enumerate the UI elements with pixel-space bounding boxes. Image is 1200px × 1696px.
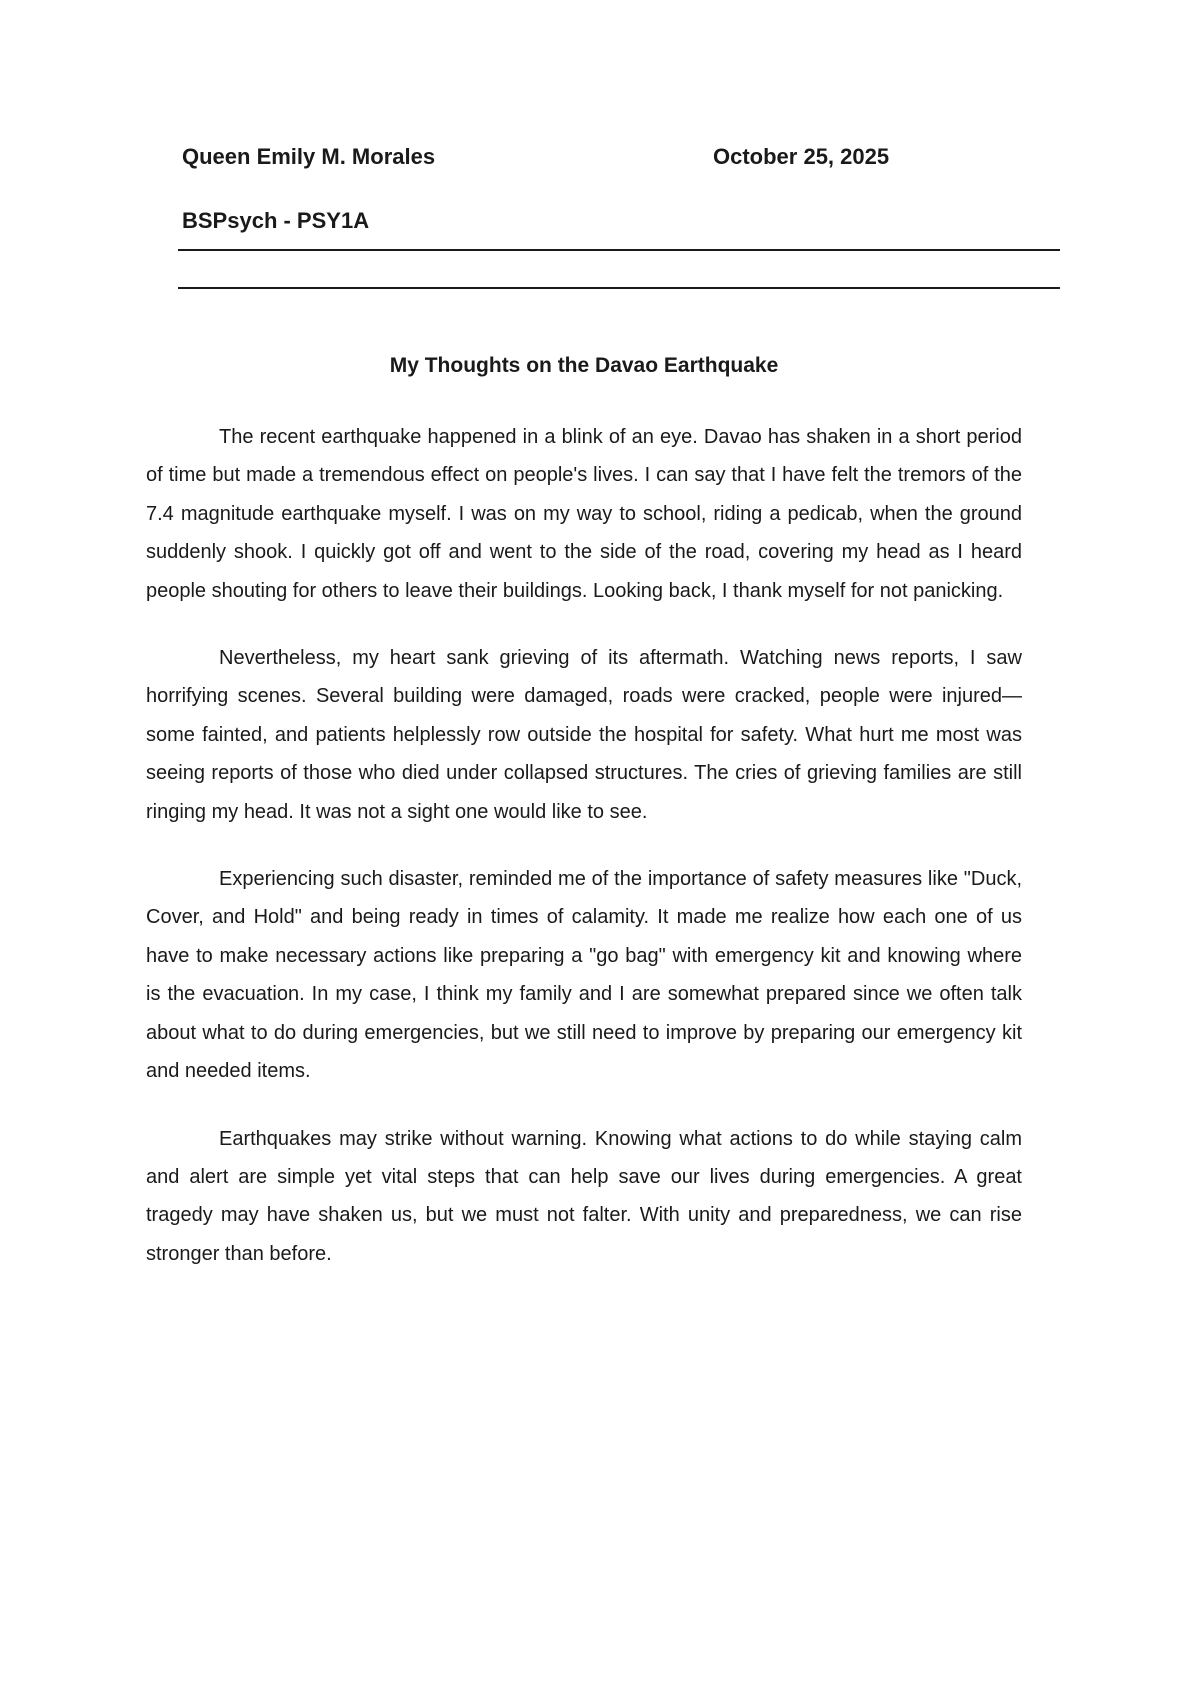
author-name: Queen Emily M. Morales (182, 144, 436, 169)
paragraph-2: Nevertheless, my heart sank grieving of its aftermath. Watching news reports, I saw horrifying scenes. Several building were damaged, roads were cracked, people were injured—some fainted, and patients helplessly row outside the hospital for safety. What hurt me most was seeing reports of those who died under collapsed structures. The cries of grieving families are still ringing my head. It was not a sight one would like to see. (146, 647, 1022, 823)
paragraph-3: Experiencing such disaster, reminded me of the importance of safety measures like "Duck, Cover, and Hold" and being ready in times of calamity. It made me realize how each one of us have to make necessary actions like preparing a "go bag" with emergency kit and knowing where is the evacuation. In my case, I think my family and I are somewhat prepared since we often talk about what to do during emergencies, but we still need to improve by preparing our emergency kit and needed items. (146, 868, 1022, 1083)
essay-title: My Thoughts on the Davao Earthquake (389, 354, 779, 377)
paragraph-1: The recent earthquake happened in a blink of an eye. Davao has shaken in a short period of time but made a tremendous effect on people's lives. I can say that I have felt the tremors of the 7.4 magnitude earthquake myself. I was on my way to school, riding a pedicab, when the ground suddenly shook. I quickly got off and went to the side of the road, covering my head as I heard people shouting for others to leave their buildings. Looking back, I thank myself for not panicking. (146, 426, 1022, 602)
header-divider-bottom (178, 287, 1060, 289)
course-section: BSPsych - PSY1A (182, 208, 370, 233)
document-date: October 25, 2025 (713, 144, 890, 169)
paragraph-4: Earthquakes may strike without warning. Knowing what actions to do while staying calm and alert are simple yet vital steps that can help save our lives during emergencies. A great tragedy may have shaken us, but we must not falter. With unity and preparedness, we can rise stronger than before. (146, 1127, 1022, 1265)
header-divider-top (178, 249, 1060, 251)
essay-body (146, 418, 1022, 1302)
